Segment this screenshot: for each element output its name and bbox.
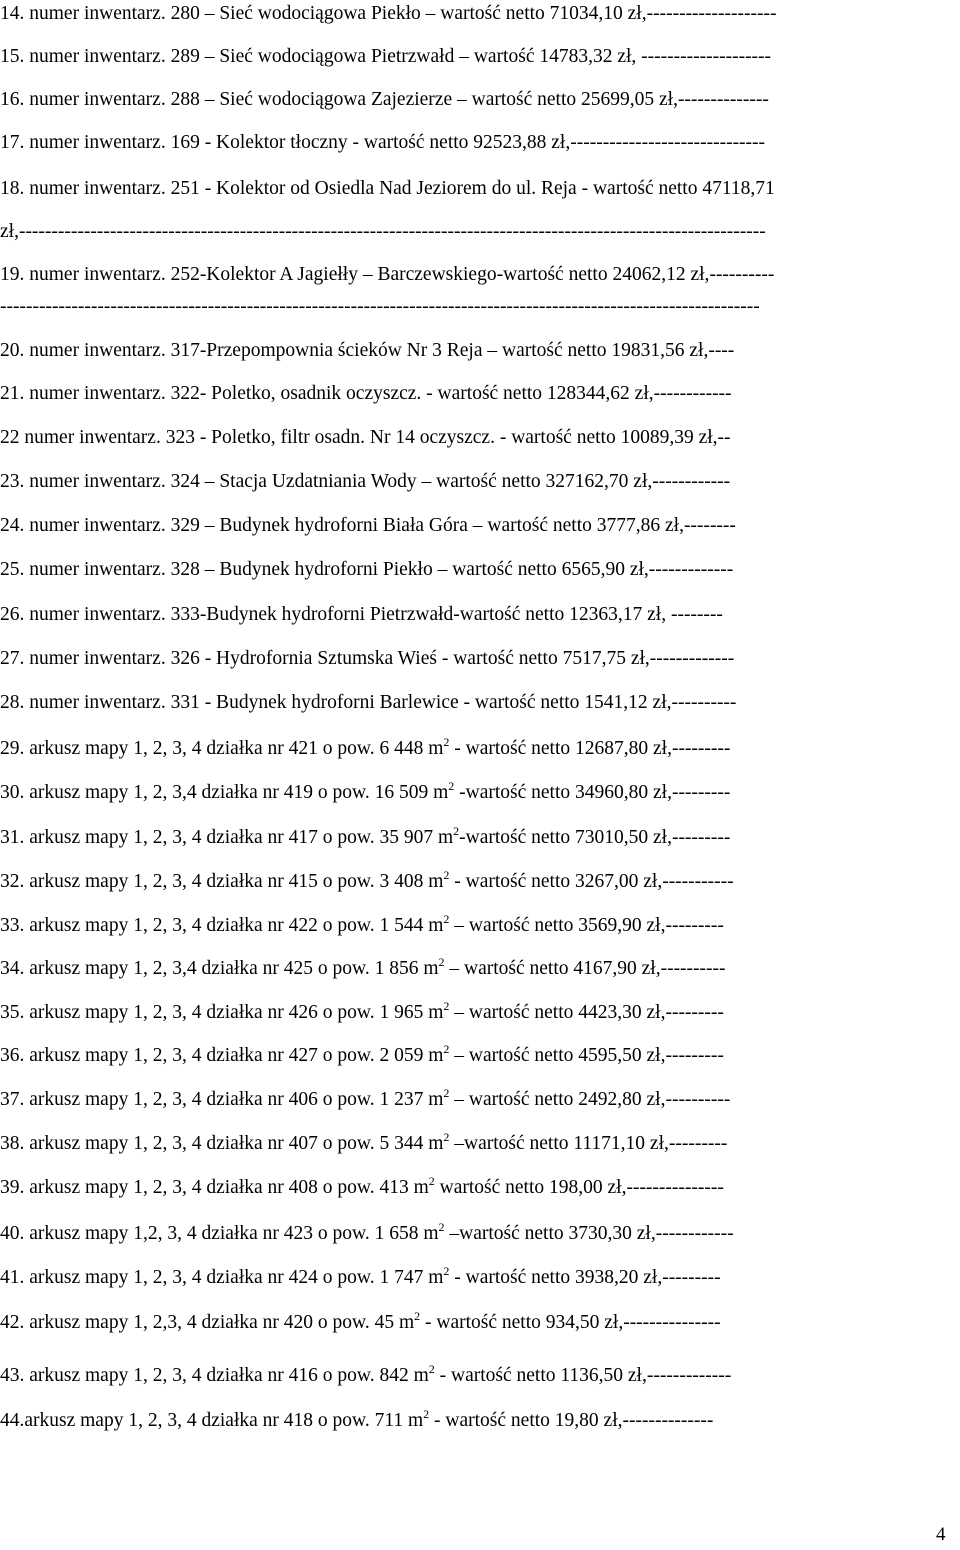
list-item-continuation: --------------------------------------------------------------------------------------------------------------------- bbox=[0, 296, 760, 317]
list-item: 17. numer inwentarz. 169 - Kolektor tłoczny - wartość netto 92523,88 zł,------------------------------ bbox=[0, 132, 766, 153]
list-item: 23. numer inwentarz. 324 – Stacja Uzdatniania Wody – wartość netto 327162,70 zł,------------ bbox=[0, 471, 731, 492]
list-item: 27. numer inwentarz. 326 - Hydrofornia Sztumska Wieś - wartość netto 7517,75 zł,------------- bbox=[0, 648, 735, 669]
list-item-continuation: zł,------------------------------------------------------------------------------------------------------------------- bbox=[0, 221, 766, 242]
list-item: 21. numer inwentarz. 322- Poletko, osadnik oczyszcz. - wartość netto 128344,62 zł,------------ bbox=[0, 383, 732, 404]
plot-item: 41. arkusz mapy 1, 2, 3, 4 działka nr 424 o pow. 1 747 $m^2$ - wartość netto 3938,20 zł,--------- bbox=[0, 1266, 721, 1288]
plot-item: 39. arkusz mapy 1, 2, 3, 4 działka nr 408 o pow. 413 $m^2$ wartość netto 198,00 zł,--------------- bbox=[0, 1176, 724, 1198]
list-item: 24. numer inwentarz. 329 – Budynek hydroforni Biała Góra – wartość netto 3777,86 zł,-------- bbox=[0, 515, 736, 536]
list-item: 22 numer inwentarz. 323 - Poletko, filtr osadn. Nr 14 oczyszcz. - wartość netto 10089,39 zł,-- bbox=[0, 427, 731, 448]
page-number: 4 bbox=[936, 1524, 946, 1545]
list-item: 18. numer inwentarz. 251 - Kolektor od Osiedla Nad Jeziorem do ul. Reja - wartość netto 47118,71 bbox=[0, 178, 775, 199]
plot-item: 30. arkusz mapy 1, 2, 3,4 działka nr 419 o pow. 16 509 $m^2$ -wartość netto 34960,80 zł,--------- bbox=[0, 781, 731, 803]
list-item: 26. numer inwentarz. 333-Budynek hydroforni Pietrzwałd-wartość netto 12363,17 zł, -------- bbox=[0, 604, 723, 625]
list-item: 14. numer inwentarz. 280 – Sieć wodociągowa Piekło – wartość netto 71034,10 zł,-------------------- bbox=[0, 3, 777, 24]
list-item: 25. numer inwentarz. 328 – Budynek hydroforni Piekło – wartość netto 6565,90 zł,------------- bbox=[0, 559, 734, 580]
plot-item: 33. arkusz mapy 1, 2, 3, 4 działka nr 422 o pow. 1 544 $m^2$ – wartość netto 3569,90 zł,--------- bbox=[0, 914, 724, 936]
plot-item: 38. arkusz mapy 1, 2, 3, 4 działka nr 407 o pow. 5 344 $m^2$ –wartość netto 11171,10 zł,--------- bbox=[0, 1132, 728, 1154]
plot-item: 37. arkusz mapy 1, 2, 3, 4 działka nr 406 o pow. 1 237 $m^2$ – wartość netto 2492,80 zł,---------- bbox=[0, 1088, 731, 1110]
plot-item: 44.arkusz mapy 1, 2, 3, 4 działka nr 418 o pow. 711 $m^2$ - wartość netto 19,80 zł,-------------- bbox=[0, 1409, 714, 1431]
list-item: 20. numer inwentarz. 317-Przepompownia ścieków Nr 3 Reja – wartość netto 19831,56 zł,---- bbox=[0, 340, 735, 361]
plot-item: 43. arkusz mapy 1, 2, 3, 4 działka nr 416 o pow. 842 $m^2$ - wartość netto 1136,50 zł,------------- bbox=[0, 1364, 732, 1386]
plot-item: 35. arkusz mapy 1, 2, 3, 4 działka nr 426 o pow. 1 965 $m^2$ – wartość netto 4423,30 zł,--------- bbox=[0, 1001, 724, 1023]
plot-item: 36. arkusz mapy 1, 2, 3, 4 działka nr 427 o pow. 2 059 $m^2$ – wartość netto 4595,50 zł,--------- bbox=[0, 1044, 724, 1066]
plot-item: 34. arkusz mapy 1, 2, 3,4 działka nr 425 o pow. 1 856 $m^2$ – wartość netto 4167,90 zł,---------- bbox=[0, 957, 726, 979]
list-item: 15. numer inwentarz. 289 – Sieć wodociągowa Pietrzwałd – wartość 14783,32 zł, -------------------- bbox=[0, 46, 772, 67]
plot-item: 40. arkusz mapy 1,2, 3, 4 działka nr 423 o pow. 1 658 $m^2$ –wartość netto 3730,30 zł,------------ bbox=[0, 1222, 734, 1244]
plot-item: 32. arkusz mapy 1, 2, 3, 4 działka nr 415 o pow. 3 408 $m^2$ - wartość netto 3267,00 zł,----------- bbox=[0, 870, 734, 892]
plot-item: 31. arkusz mapy 1, 2, 3, 4 działka nr 417 o pow. 35 907 $m^2$-wartość netto 73010,50 zł,--------- bbox=[0, 826, 731, 848]
list-item: 28. numer inwentarz. 331 - Budynek hydroforni Barlewice - wartość netto 1541,12 zł,---------- bbox=[0, 692, 737, 713]
list-item: 16. numer inwentarz. 288 – Sieć wodociągowa Zajezierze – wartość netto 25699,05 zł,-------------- bbox=[0, 89, 769, 110]
plot-item: 42. arkusz mapy 1, 2,3, 4 działka nr 420 o pow. 45 $m^2$ - wartość netto 934,50 zł,--------------- bbox=[0, 1311, 721, 1333]
list-item: 19. numer inwentarz. 252-Kolektor A Jagiełły – Barczewskiego-wartość netto 24062,12 zł,---------- bbox=[0, 264, 775, 285]
plot-item: 29. arkusz mapy 1, 2, 3, 4 działka nr 421 o pow. 6 448 $m^2$ - wartość netto 12687,80 zł,--------- bbox=[0, 737, 731, 759]
